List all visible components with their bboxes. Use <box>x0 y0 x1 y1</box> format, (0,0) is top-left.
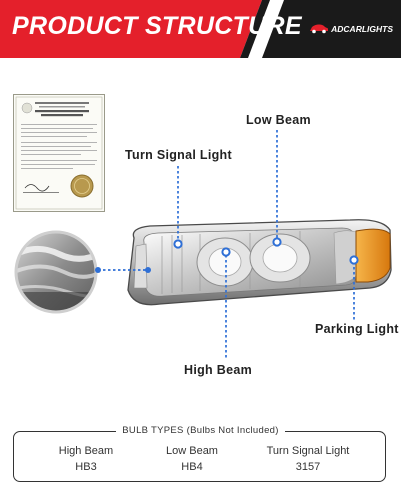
callout-high-beam: High Beam <box>184 363 252 377</box>
brand-name: ADCARLIGHTS <box>331 23 393 34</box>
bulb-name: Low Beam <box>166 445 218 457</box>
lens-detail-icon <box>14 230 98 314</box>
bulb-value: HB4 <box>181 461 203 473</box>
bulb-name: Turn Signal Light <box>266 445 350 457</box>
header-banner <box>0 0 401 58</box>
certificate-image <box>13 94 105 212</box>
brand-logo <box>309 23 393 34</box>
callout-low-beam: Low Beam <box>246 113 311 127</box>
bulb-item-low-beam <box>150 445 234 473</box>
bulb-types-title: BULB TYPES (Bulbs Not Included) <box>0 425 401 436</box>
bulb-value: HB3 <box>75 461 97 473</box>
page-title: PRODUCT STRUCTURE <box>12 12 302 40</box>
callout-parking-light: Parking Light <box>315 322 399 336</box>
headlight-product-image <box>120 218 395 323</box>
callout-turn-signal: Turn Signal Light <box>125 148 232 162</box>
bulb-value: 3157 <box>295 461 321 473</box>
car-icon <box>309 23 329 34</box>
bulb-item-turn-signal <box>250 445 366 473</box>
bulb-name: High Beam <box>58 445 114 457</box>
bulb-item-high-beam <box>40 445 132 473</box>
zoom-detail-image <box>14 230 98 314</box>
certificate-document-icon <box>13 94 105 212</box>
headlight-icon <box>120 218 395 323</box>
